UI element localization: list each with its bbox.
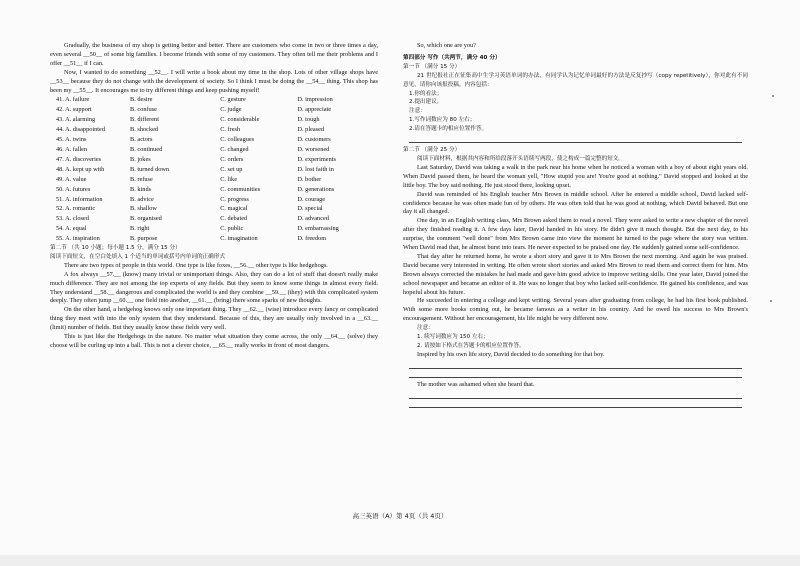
option-row bbox=[56, 196, 378, 205]
cloze-paragraph-1: Gradually, the business of my shop is getting better and better. There are customers who come in two or three times a day, even several __50__ of some big families. I become friends with some of my customers. They often tell me their problems and I offer __51__ if I can. bbox=[50, 42, 378, 67]
note-label: 注意： bbox=[409, 108, 426, 115]
option-cell: D. courage bbox=[297, 195, 326, 203]
option-cell: 48. A. kept up with bbox=[56, 165, 105, 173]
option-cell: B. different bbox=[130, 116, 159, 124]
grammar-paragraph-2: A fox always __57.__ (know) many trivial or unimportant things. Also, they can do a lot of stuff that doesn't really make much difference. They are not among the top experts of any fields. But they seem to know some things in almost every field. They understand __58.__ dangerous and complicated the world is and they combine __59.__ (they) with this complicated system deeply. They often jump __60.__ one field into another, __61.__ (bring) there some sparks of new thoughts. bbox=[50, 270, 378, 305]
note-1: 1.写作词数应为 80 左右； bbox=[409, 117, 476, 124]
paragraph-2-opening: The mother was ashamed when she heard that. bbox=[417, 380, 535, 388]
option-cell: D. impression bbox=[297, 96, 333, 104]
option-cell: C. changed bbox=[220, 145, 249, 153]
grammar-paragraph-3: On the other hand, a hedgehog knows only one important thing. They __62.__ (wise) introduce every fancy or complicated thing they meet with into the only system that they understand. Because of this, they are usually only involved in a __63.__ (limit) number of fields. But they usually know these fields very well. bbox=[50, 306, 378, 332]
option-cell: D. generations bbox=[297, 185, 335, 193]
note-label-2: 注意： bbox=[417, 325, 434, 332]
option-cell: C. gesture bbox=[220, 96, 246, 104]
option-cell: C. like bbox=[220, 175, 237, 183]
grammar-paragraph-1: There are two types of people in this world. One type is like foxes, __56.__ other type is like hedgehogs. bbox=[64, 261, 328, 269]
option-cell: D. special bbox=[297, 205, 323, 213]
option-cell: D. appreciate bbox=[297, 106, 332, 114]
left-column bbox=[50, 42, 378, 351]
option-cell: B. kinds bbox=[130, 185, 152, 193]
option-cell: D. advanced bbox=[297, 215, 329, 223]
story-paragraph-3: One day, in an English writing class, Mrs Brown asked them to read a novel. They were asked to write a new chapter of the novel after they finished reading it. A few days later, David handed in his story. He didn't give it much thought. But the next day, to his surprise, the comment "well done" from Mrs Brown came into view the moment he turned to the page where the story was written. When David read that, he almost burst into tears. He never expected to be praised one day. He suddenly gained some self-confidence. bbox=[403, 217, 748, 252]
answer-line bbox=[409, 360, 742, 369]
option-cell: C. public bbox=[220, 225, 244, 233]
option-cell: B. organised bbox=[130, 215, 162, 223]
option-cell: 55. A. inspiration bbox=[56, 235, 100, 243]
task-point-1: 1.你的看法； bbox=[409, 90, 443, 97]
option-cell: D. embarrassing bbox=[297, 225, 339, 233]
option-cell: 44. A. disappointed bbox=[56, 126, 105, 134]
option-row bbox=[56, 126, 378, 135]
option-cell: C. magical bbox=[220, 205, 248, 213]
option-cell: C. progress bbox=[220, 195, 249, 203]
option-cell: B. refuse bbox=[130, 175, 153, 183]
writing-section-2-title: 第二节 （满分 25 分） bbox=[403, 147, 461, 154]
options-table bbox=[50, 96, 378, 244]
note-2: 2.请在答题卡的相应位置作答。 bbox=[409, 126, 488, 133]
grammar-paragraph-4: This is just like the Hedgehogs in the nature. No matter what situation they come across, the only __64.__ (solve) they choose will be curling up into a ball. This is not a clever choice, __65.__ really works in front of most dangers. bbox=[50, 333, 378, 349]
scan-shadow bbox=[0, 555, 800, 566]
option-cell: C. debated bbox=[220, 215, 248, 223]
paragraph-1-opening: Inspired by his own life story, David decided to do something for that boy. bbox=[417, 350, 605, 358]
story-paragraph-4: That day after he returned home, he wrote a short story and gave it to Mrs Brown the next morning. And again he was praised. David became very interested in writing. He often wrote short stories and asked Mrs Brown to read them and correct them for him. Mrs Brown always corrected the mistakes he had made and gave him good advice to improve writing skills. One year later, David joined the school newspaper and became an editor of it. He was no longer that boy who lacked self-confidence. He gained his confidence, and was hopeful about his future. bbox=[403, 252, 748, 296]
right-column bbox=[403, 42, 748, 408]
option-cell: C. fresh bbox=[220, 126, 241, 134]
option-cell: 51. A. information bbox=[56, 195, 103, 203]
option-row bbox=[56, 136, 378, 145]
answer-line bbox=[409, 399, 742, 408]
answer-line bbox=[409, 390, 742, 399]
option-cell: D. lost faith in bbox=[297, 165, 334, 173]
option-row bbox=[56, 116, 378, 125]
writing-section-1-title: 第一节 （满分 15 分） bbox=[403, 63, 461, 70]
option-cell: 50. A. futures bbox=[56, 185, 91, 193]
option-row bbox=[56, 106, 378, 115]
option-cell: B. turned down bbox=[130, 165, 170, 173]
option-cell: D. tough bbox=[297, 116, 320, 124]
option-cell: C. considerable bbox=[220, 116, 260, 124]
option-cell: 53. A. closed bbox=[56, 215, 89, 223]
option-cell: C. orders bbox=[220, 155, 244, 163]
option-cell: D. freedom bbox=[297, 235, 327, 243]
option-cell: 43. A. alarming bbox=[56, 116, 96, 124]
option-row bbox=[56, 225, 378, 234]
option-row bbox=[56, 186, 378, 195]
option-row bbox=[56, 235, 378, 244]
cloze-paragraph-2: Now, I wanted to do something __52__. I will write a book about my time in the shop. Lots of other village shops have __53__ because they do not change with the development of society. So I think I must be doing the __54__ thing. This shop has been my __55__. It encourages me to try different things and keep pushing myself! bbox=[50, 68, 378, 94]
option-cell: B. purpose bbox=[130, 235, 158, 243]
option-cell: 47. A. discoveries bbox=[56, 155, 102, 163]
option-cell: D. customers bbox=[297, 136, 331, 144]
option-row bbox=[56, 156, 378, 165]
answer-line bbox=[409, 134, 742, 143]
story-paragraph-5: He succeeded in entering a college and kept writing. Several years after graduating from college, he had his first book published. With some more books coming out, he became famous as a writer in his country. And he owed his success to Mrs Brown's encouragement. Without her encouragement, his life might be very different now. bbox=[403, 297, 748, 323]
option-row bbox=[56, 176, 378, 185]
option-cell: B. continued bbox=[130, 145, 163, 153]
option-cell: C. set up bbox=[220, 165, 243, 173]
option-cell: C. communities bbox=[220, 185, 261, 193]
option-cell: D. worsened bbox=[297, 145, 330, 153]
option-cell: B. shallow bbox=[130, 205, 157, 213]
part-4-heading: 第四部分 写作（共两节，满分 40 分） bbox=[403, 54, 501, 61]
continuation-note-2: 2. 请按如下格式在答题卡的相应位置作答。 bbox=[417, 343, 525, 349]
option-cell: B. shocked bbox=[130, 126, 159, 134]
writing-section-1-task: 21 世纪报社正在征集高中生学习英语单词的办法，有同学认为记忆单词最好的方法是反复抄写（copy repetitively），你对此有不同意见，请你向该报投稿，内容包括： bbox=[403, 72, 748, 88]
continuation-note-1: 1. 续写词数应为 150 左右； bbox=[417, 334, 489, 341]
option-cell: B. confuse bbox=[130, 106, 157, 114]
closing-question: So, which one are you? bbox=[417, 42, 476, 49]
scan-speck bbox=[770, 300, 772, 302]
section-2-instruction: 阅读下面短文，在空白处填入 1 个适当的单词或括号内单词的正确形式 bbox=[50, 253, 225, 260]
option-cell: C. judge bbox=[220, 106, 242, 114]
writing-section-2-task: 阅读下面材料，根据其内容和所给段落开头语续写两段，使之构成一篇完整的短文。 bbox=[417, 155, 624, 162]
option-row bbox=[56, 205, 378, 214]
task-point-2: 2.提出建议。 bbox=[409, 99, 443, 106]
option-cell: B. actors bbox=[130, 136, 153, 144]
option-cell: D. bother bbox=[297, 175, 322, 183]
section-2-title: 第二节 （共 10 小题；每小题 1.5 分，满分 15 分） bbox=[50, 245, 181, 252]
story-paragraph-2: David was reminded of his English teacher Mrs Brown in middle school. After he entered a middle school, David lacked self-confidence because he was often made fun of by others. He was often told that he was good at nothing, which David behaved. But one day it all changed. bbox=[403, 190, 748, 216]
story-paragraph-1: Last Saturday, David was taking a walk in the park near his home when he noticed a woman with a boy of about eight years old. When David passed them, he heard the woman yell, "How stupid you are! You're good at nothing." David stopped and looked at the little boy. The boy said nothing. He just stood there, looking upset. bbox=[403, 163, 748, 189]
option-cell: 54. A. equal bbox=[56, 225, 87, 233]
option-cell: D. experiments bbox=[297, 155, 336, 163]
scan-speck bbox=[772, 95, 774, 97]
option-cell: B. right bbox=[130, 225, 150, 233]
option-cell: 45. A. twins bbox=[56, 136, 87, 144]
option-cell: D. pleased bbox=[297, 126, 325, 134]
option-row bbox=[56, 96, 378, 105]
option-cell: 42. A. support bbox=[56, 106, 92, 114]
option-cell: 46. A. fallen bbox=[56, 145, 88, 153]
option-cell: B. jokes bbox=[130, 155, 151, 163]
answer-line bbox=[409, 369, 742, 378]
option-cell: C. colleagues bbox=[220, 136, 255, 144]
option-row bbox=[56, 215, 378, 224]
option-row bbox=[56, 146, 378, 155]
option-cell: B. advice bbox=[130, 195, 154, 203]
option-cell: 52. A. romantic bbox=[56, 205, 96, 213]
option-row bbox=[56, 166, 378, 175]
option-cell: B. desire bbox=[130, 96, 153, 104]
option-cell: 41. A. failure bbox=[56, 96, 90, 104]
option-cell: 49. A. value bbox=[56, 175, 87, 183]
option-cell: C. imagination bbox=[220, 235, 258, 243]
page-footer: 高三英语（A）第 4页（共 4页） bbox=[352, 512, 448, 520]
